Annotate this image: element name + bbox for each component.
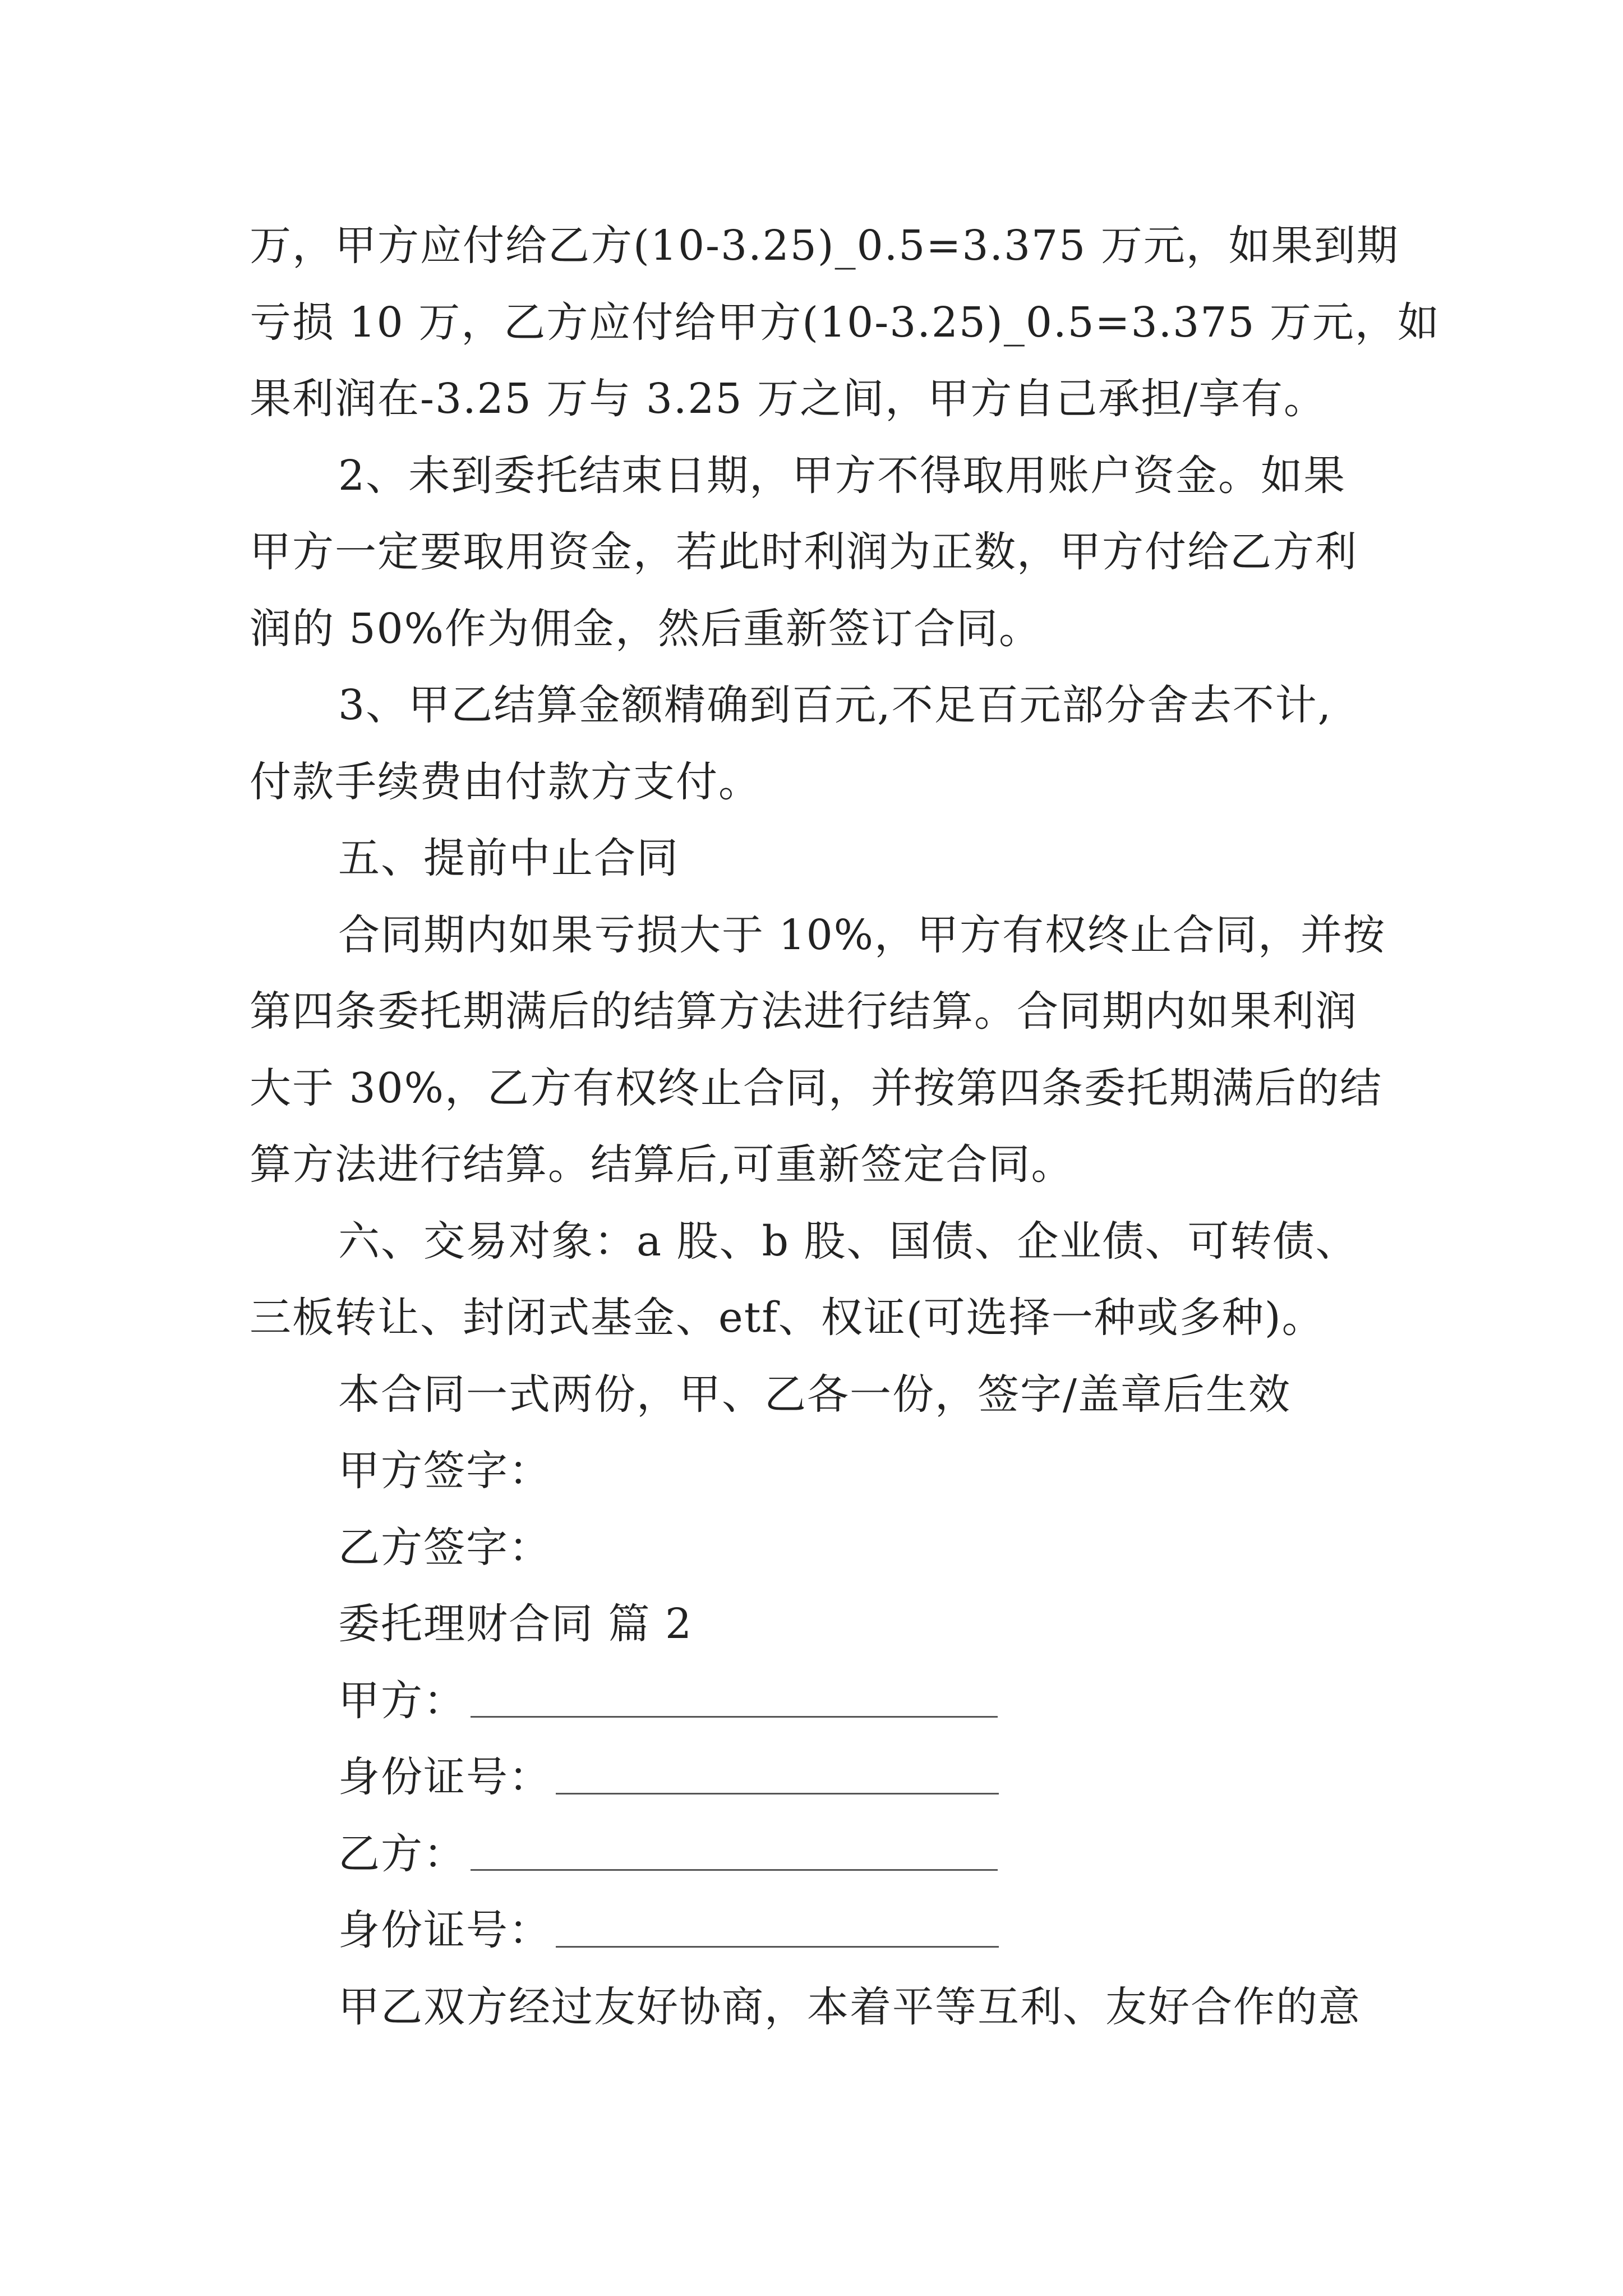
text-line: 万，甲方应付给乙方(10-3.25)_0.5=3.375 万元，如果到期 [250, 222, 1399, 270]
contract-text [250, 208, 1440, 2045]
text-line: 合同期内如果亏损大于 10%，甲方有权终止合同，并按 [338, 910, 1386, 959]
party-b-blank-line[interactable] [471, 1837, 998, 1871]
text-line: 第四条委托期满后的结算方法进行结算。合同期内如果利润 [250, 987, 1358, 1036]
party-a-signature-label: 甲方签字： [338, 1447, 551, 1495]
text-line: 润的 50%作为佣金，然后重新签订合同。 [250, 604, 1041, 653]
text-line: 付款手续费由付款方支付。 [250, 757, 761, 806]
text-line: 三板转让、封闭式基金、etf、权证(可选择一种或多种)。 [250, 1294, 1325, 1342]
text-line: 甲方一定要取用资金，若此时利润为正数，甲方付给乙方利 [250, 528, 1358, 576]
copies-statement: 本合同一式两份，甲、乙各一份，签字/盖章后生效 [338, 1370, 1291, 1419]
party-b-id-label: 身份证号： [338, 1906, 551, 1954]
text-line: 大于 30%，乙方有权终止合同，并按第四条委托期满后的结 [250, 1064, 1382, 1112]
text-line: 亏损 10 万，乙方应付给甲方(10-3.25)_0.5=3.375 万元，如 [250, 298, 1440, 347]
contract-2-title: 委托理财合同 篇 2 [338, 1600, 693, 1648]
party-b-id-field [250, 1892, 1394, 1969]
party-b-id-blank-line[interactable] [556, 1913, 999, 1948]
section-heading-5: 五、提前中止合同 [338, 834, 679, 882]
party-a-label: 甲方： [338, 1676, 466, 1725]
agreement-intro: 甲乙双方经过友好协商，本着平等互利、友好合作的意 [338, 1982, 1361, 2031]
section-heading-6: 六、交易对象：a 股、b 股、国债、企业债、可转债、 [338, 1217, 1358, 1266]
clause-3: 3、甲乙结算金额精确到百元,不足百元部分舍去不计, [338, 681, 1332, 729]
clause-2: 2、未到委托结束日期，甲方不得取用账户资金。如果 [338, 451, 1347, 500]
party-a-blank-line[interactable] [471, 1683, 998, 1718]
party-a-id-field [250, 1739, 1394, 1816]
party-b-field [250, 1816, 1394, 1893]
party-a-id-label: 身份证号： [338, 1753, 551, 1801]
party-b-label: 乙方： [338, 1829, 466, 1878]
party-b-signature-label: 乙方签字： [338, 1523, 551, 1572]
party-a-id-blank-line[interactable] [556, 1760, 999, 1795]
party-a-field [250, 1663, 1394, 1740]
text-line: 果利润在-3.25 万与 3.25 万之间，甲方自己承担/享有。 [250, 375, 1327, 423]
text-line: 算方法进行结算。结算后,可重新签定合同。 [250, 1140, 1074, 1189]
